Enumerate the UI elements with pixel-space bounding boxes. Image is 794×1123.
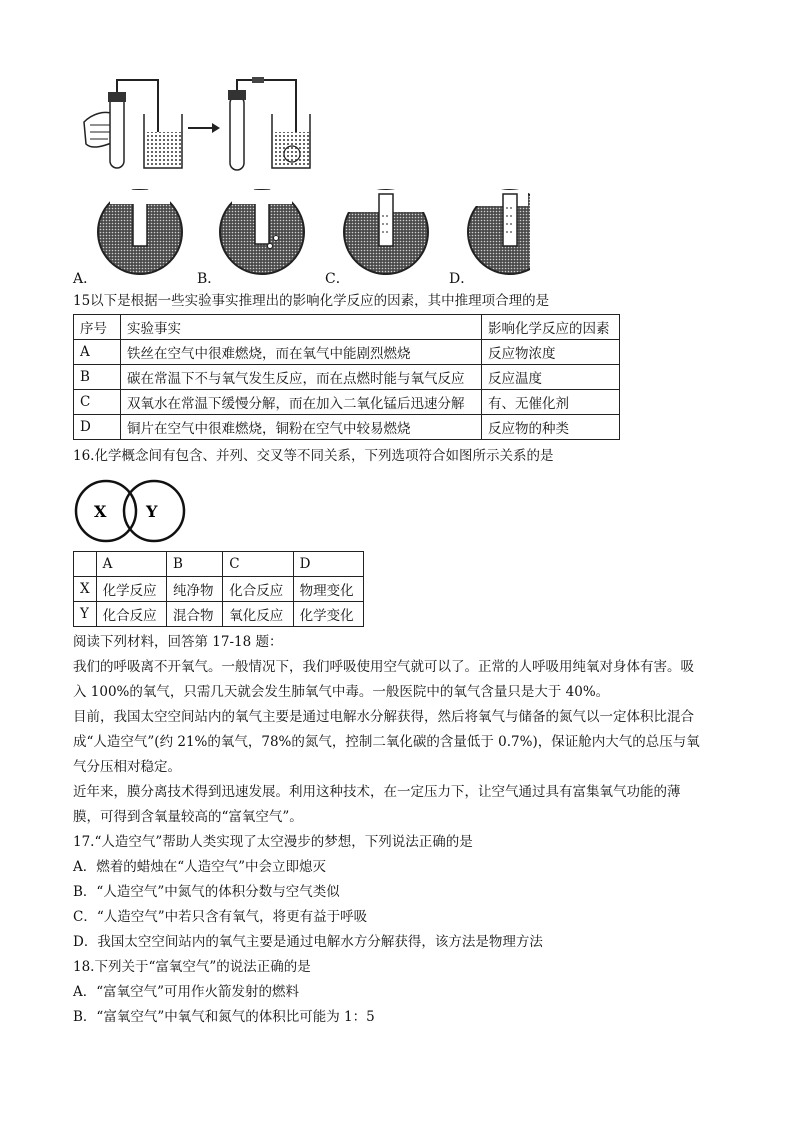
- table-cell: 碳在常温下不与氧气发生反应，而在点燃时能与氧气反应: [121, 365, 482, 390]
- q17-option-c: C．“人造空气”中若只含有氧气，将更有益于呼吸: [73, 909, 368, 925]
- table-cell: 铁丝在空气中很难燃烧，而在氧气中能剧烈燃烧: [121, 340, 482, 365]
- q18-option-b: B．“富氧空气”中氧气和氮气的体积比可能为 1：5: [73, 1009, 375, 1025]
- reading-line: 我们的呼吸离不开氧气。一般情况下，我们呼吸使用空气就可以了。正常的人呼吸用纯氧对身体有害。吸: [73, 659, 694, 675]
- table-header-cell: C: [223, 552, 293, 577]
- table-header-cell: 实验事实: [121, 315, 482, 340]
- table-cell: 有、无催化剂: [482, 390, 620, 415]
- table-cell: 铜片在空气中很难燃烧，铜粉在空气中较易燃烧: [121, 415, 482, 440]
- test-tube-left: [110, 96, 124, 168]
- q18-question: 18.下列关于“富氧空气”的说法正确的是: [73, 959, 311, 975]
- table-cell: 化合反应: [223, 577, 293, 602]
- table-cell: D: [74, 415, 121, 440]
- table-row: [74, 415, 620, 440]
- q16-question: 16.化学概念间有包含、并列、交叉等不同关系，下列选项符合如图所示关系的是: [73, 448, 554, 464]
- circle-option-c: [344, 190, 428, 274]
- table-cell: 混合物: [167, 602, 223, 627]
- table-cell: 纯净物: [167, 577, 223, 602]
- table-row: [74, 340, 620, 365]
- option-circles: [90, 186, 530, 278]
- reading-intro: 阅读下列材料，回答第 17-18 题：: [73, 634, 283, 650]
- table-header-row: [74, 552, 364, 577]
- reading-line: 目前，我国太空空间站内的氧气主要是通过电解水分解获得，然后将氧气与储备的氮气以一定体积比混合: [73, 709, 694, 725]
- table-cell: 物理变化: [293, 577, 363, 602]
- q17-question: 17.“人造空气”帮助人类实现了太空漫步的梦想，下列说法正确的是: [73, 834, 473, 850]
- venn-diagram: [72, 478, 190, 544]
- table-header-cell: 序号: [74, 315, 121, 340]
- circle-option-b: [220, 190, 304, 274]
- table-cell: X: [74, 577, 97, 602]
- table-cell: 反应物的种类: [482, 415, 620, 440]
- q17-option-a: A．燃着的蜡烛在“人造空气”中会立即熄灭: [73, 859, 327, 875]
- table-cell: A: [74, 340, 121, 365]
- reading-line: 成“人造空气”(约 21%的氧气，78%的氮气，控制二氧化碳的含量低于 0.7%)，保证舱内大气的总压与氧: [73, 734, 700, 750]
- table-cell: 化合反应: [96, 602, 166, 627]
- table-row: [74, 577, 364, 602]
- circle-option-d: [468, 190, 530, 274]
- q15-question: 15以下是根据一些实验事实推理出的影响化学反应的因素，其中推理项合理的是: [73, 293, 550, 309]
- option-b-label: B．: [197, 271, 222, 287]
- table-header-cell: 影响化学反应的因素: [482, 315, 620, 340]
- table-header-cell: [74, 552, 97, 577]
- option-d-label: D．: [449, 271, 475, 287]
- table-cell: 化学变化: [293, 602, 363, 627]
- venn-label-y: Y: [146, 502, 158, 521]
- table-cell: 双氧水在常温下缓慢分解，而在加入二氧化锰后迅速分解: [121, 390, 482, 415]
- circle-option-a: [98, 190, 182, 274]
- table-cell: B: [74, 365, 121, 390]
- reading-line: 入 100%的氧气，只需几天就会发生肺氧气中毒。一般医院中的氧气含量只是大于 40%。: [73, 684, 610, 700]
- table-cell: 化学反应: [96, 577, 166, 602]
- table-header-row: [74, 315, 620, 340]
- option-a-label: A．: [73, 271, 98, 287]
- table-cell: Y: [74, 602, 97, 627]
- table-header-cell: A: [96, 552, 166, 577]
- q17-option-d: D．我国太空空间站内的氧气主要是通过电解水方分解获得，该方法是物理方法: [73, 934, 543, 950]
- table-cell: 氧化反应: [223, 602, 293, 627]
- table-cell: 反应温度: [482, 365, 620, 390]
- q16-table: [73, 551, 364, 627]
- table-row: [74, 390, 620, 415]
- venn-label-x: X: [94, 502, 107, 521]
- apparatus-figure: [70, 70, 330, 180]
- q17-option-b: B．“人造空气”中氮气的体积分数与空气类似: [73, 884, 340, 900]
- table-cell: C: [74, 390, 121, 415]
- q15-table: [73, 314, 620, 440]
- table-header-cell: B: [167, 552, 223, 577]
- table-row: [74, 365, 620, 390]
- table-row: [74, 602, 364, 627]
- q18-option-a: A．“富氧空气”可用作火箭发射的燃料: [73, 984, 300, 1000]
- reading-line: 近年来，膜分离技术得到迅速发展。利用这种技术，在一定压力下，让空气通过具有富集氧气功能的薄: [73, 784, 681, 800]
- table-cell: 反应物浓度: [482, 340, 620, 365]
- table-header-cell: D: [293, 552, 363, 577]
- test-tube-right: [230, 96, 244, 170]
- reading-line: 气分压相对稳定。: [73, 759, 181, 775]
- reading-line: 膜，可得到含氧量较高的“富氧空气”。: [73, 809, 303, 825]
- option-c-label: C．: [325, 271, 350, 287]
